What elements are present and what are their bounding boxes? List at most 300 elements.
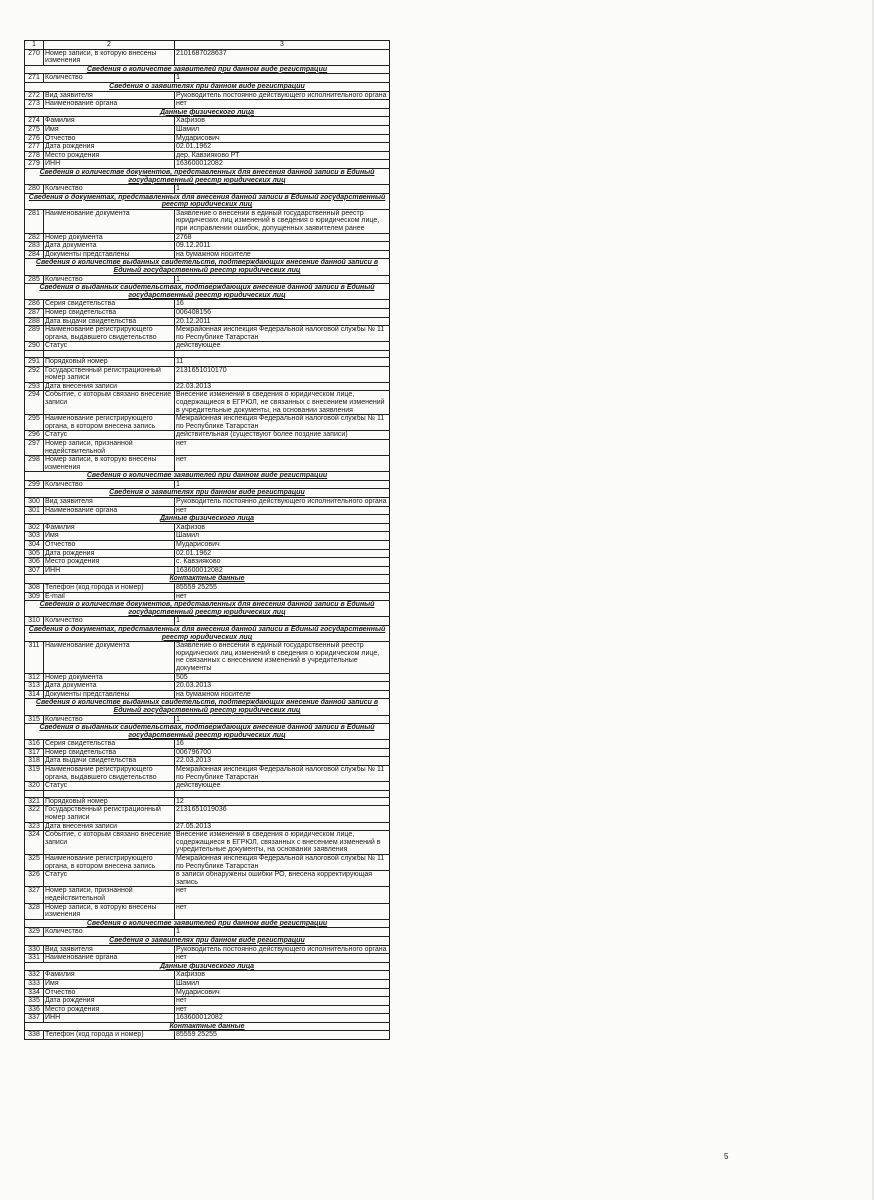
section-heading-row <box>25 472 390 481</box>
table-row <box>25 690 390 699</box>
field-label: Документы представлены <box>44 250 175 259</box>
table-row <box>25 766 390 782</box>
field-value: 85559 25255 <box>175 584 390 593</box>
table-row <box>25 541 390 550</box>
section-heading: Сведения о количестве заявителей при данном виде регистрации <box>25 65 390 74</box>
table-row <box>25 757 390 766</box>
blank-separator-row <box>25 350 390 357</box>
section-heading-row <box>25 82 390 91</box>
field-value: 2768 <box>175 233 390 242</box>
field-label: Наименование регистрирующего органа, в котором внесена запись <box>44 855 175 871</box>
table-row <box>25 143 390 152</box>
row-number: 280 <box>25 185 44 194</box>
egrul-extract-page <box>24 40 390 1040</box>
field-label: Дата внесения записи <box>44 382 175 391</box>
section-heading: Контактные данные <box>25 1022 390 1031</box>
field-label: Наименование документа <box>44 642 175 673</box>
field-label: Место рождения <box>44 151 175 160</box>
row-number: 285 <box>25 275 44 284</box>
blank-cell <box>175 790 390 797</box>
section-heading-row <box>25 515 390 524</box>
table-row <box>25 549 390 558</box>
field-value: Межрайонная инспекция Федеральной налоговой службы № 11 по Республике Татарстан <box>175 326 390 342</box>
field-value: 1 <box>175 185 390 194</box>
blank-separator-row <box>25 790 390 797</box>
table-row <box>25 928 390 937</box>
section-heading-row <box>25 919 390 928</box>
field-value: 02.01.1962 <box>175 143 390 152</box>
table-row <box>25 782 390 791</box>
table-row <box>25 415 390 431</box>
field-value: действующее <box>175 782 390 791</box>
field-label: Номер свидетельства <box>44 748 175 757</box>
field-label: Наименование документа <box>44 209 175 233</box>
row-number: 291 <box>25 357 44 366</box>
field-label: Наименование органа <box>44 100 175 109</box>
row-number: 305 <box>25 549 44 558</box>
table-row <box>25 592 390 601</box>
field-label: E-mail <box>44 592 175 601</box>
field-label: Наименование органа <box>44 954 175 963</box>
field-label: Статус <box>44 871 175 887</box>
table-row <box>25 74 390 83</box>
section-heading: Сведения о заявителях при данном виде регистрации <box>25 936 390 945</box>
field-value: Руководитель постоянно действующего исполнительного органа <box>175 945 390 954</box>
row-number: 288 <box>25 317 44 326</box>
field-label: Наименование регистрирующего органа, в котором внесена запись <box>44 415 175 431</box>
field-label: Порядковый номер <box>44 357 175 366</box>
field-value: нет <box>175 954 390 963</box>
blank-cell <box>25 790 44 797</box>
field-label: Дата выдачи свидетельства <box>44 757 175 766</box>
table-row <box>25 233 390 242</box>
field-label: Дата выдачи свидетельства <box>44 317 175 326</box>
table-row <box>25 1014 390 1023</box>
field-value: Шамил <box>175 532 390 541</box>
row-number: 293 <box>25 382 44 391</box>
row-number: 318 <box>25 757 44 766</box>
field-value: нет <box>175 887 390 903</box>
field-value: действующее <box>175 342 390 351</box>
field-label: Фамилия <box>44 971 175 980</box>
field-label: Место рождения <box>44 1005 175 1014</box>
table-row <box>25 1005 390 1014</box>
field-label: Количество <box>44 617 175 626</box>
table-row <box>25 151 390 160</box>
field-value: нет <box>175 100 390 109</box>
row-number: 303 <box>25 532 44 541</box>
table-row <box>25 391 390 415</box>
table-row <box>25 831 390 855</box>
table-row <box>25 49 390 65</box>
field-label: Количество <box>44 715 175 724</box>
row-number: 294 <box>25 391 44 415</box>
field-value: Мударисович <box>175 988 390 997</box>
field-value: 006408156 <box>175 309 390 318</box>
field-value: Внесение изменений в сведения о юридическом лице, содержащиеся в ЕГРЮЛ, связанных с внесением изменений в учредительные документы, на основании заявления <box>175 831 390 855</box>
section-heading: Сведения о выданных свидетельствах, подтверждающих внесение данной записи в Единый государственный реестр юридических лиц <box>25 284 390 300</box>
field-label: Место рождения <box>44 558 175 567</box>
page-number: 5 <box>724 1152 729 1161</box>
field-label: Количество <box>44 74 175 83</box>
section-heading: Данные физического лица <box>25 108 390 117</box>
field-value: действительная (существуют более поздние записи) <box>175 431 390 440</box>
field-value: Межрайонная инспекция Федеральной налоговой службы № 11 по Республике Татарстан <box>175 766 390 782</box>
field-label: Имя <box>44 979 175 988</box>
table-row <box>25 642 390 673</box>
field-label: Номер записи, признанной недействительной <box>44 887 175 903</box>
field-value: в записи обнаружены ошибки РО, внесена корректирующая запись <box>175 871 390 887</box>
row-number: 300 <box>25 498 44 507</box>
row-number: 328 <box>25 903 44 919</box>
row-number: 335 <box>25 997 44 1006</box>
table-row <box>25 997 390 1006</box>
table-row <box>25 822 390 831</box>
table-row <box>25 456 390 472</box>
field-label: Наименование регистрирующего органа, выдавшего свидетельство <box>44 766 175 782</box>
table-row <box>25 971 390 980</box>
field-label: Документы представлены <box>44 690 175 699</box>
row-number: 320 <box>25 782 44 791</box>
field-label: Номер записи, в которую внесены изменения <box>44 903 175 919</box>
field-value: 2131651010170 <box>175 366 390 382</box>
table-row <box>25 342 390 351</box>
table-row <box>25 117 390 126</box>
field-label: Вид заявителя <box>44 91 175 100</box>
table-row <box>25 903 390 919</box>
table-row <box>25 748 390 757</box>
table-row <box>25 584 390 593</box>
table-row <box>25 480 390 489</box>
field-label: Государственный регистрационный номер записи <box>44 366 175 382</box>
field-value: нет <box>175 456 390 472</box>
table-row <box>25 366 390 382</box>
field-value: 20.12.2011 <box>175 317 390 326</box>
field-label: Номер записи, в которую внесены изменения <box>44 49 175 65</box>
row-number: 299 <box>25 480 44 489</box>
field-value: 163600012082 <box>175 566 390 575</box>
row-number: 336 <box>25 1005 44 1014</box>
row-number: 276 <box>25 134 44 143</box>
table-row <box>25 498 390 507</box>
table-row <box>25 439 390 455</box>
table-row <box>25 275 390 284</box>
row-number: 281 <box>25 209 44 233</box>
field-label: Количество <box>44 185 175 194</box>
table-row <box>25 682 390 691</box>
field-value: Межрайонная инспекция Федеральной налоговой службы № 11 по Республике Татарстан <box>175 415 390 431</box>
table-row <box>25 806 390 822</box>
field-value: 12 <box>175 797 390 806</box>
field-value: 1 <box>175 275 390 284</box>
field-label: Дата рождения <box>44 549 175 558</box>
field-value: нет <box>175 439 390 455</box>
field-label: Количество <box>44 928 175 937</box>
row-number: 332 <box>25 971 44 980</box>
field-label: Вид заявителя <box>44 498 175 507</box>
field-label: ИНН <box>44 160 175 169</box>
field-value: 22.03.2013 <box>175 757 390 766</box>
section-heading: Сведения о количестве заявителей при данном виде регистрации <box>25 472 390 481</box>
row-number: 314 <box>25 690 44 699</box>
field-value: 1 <box>175 715 390 724</box>
section-heading-row <box>25 601 390 617</box>
field-value: нет <box>175 997 390 1006</box>
field-value: 02.01.1962 <box>175 549 390 558</box>
field-value: 1 <box>175 74 390 83</box>
table-row <box>25 250 390 259</box>
field-value: на бумажном носителе <box>175 250 390 259</box>
table-row <box>25 160 390 169</box>
field-label: Дата документа <box>44 242 175 251</box>
section-heading: Данные физического лица <box>25 515 390 524</box>
row-number: 286 <box>25 300 44 309</box>
blank-cell <box>44 790 175 797</box>
table-row <box>25 317 390 326</box>
table-row <box>25 300 390 309</box>
field-value: нет <box>175 903 390 919</box>
row-number: 278 <box>25 151 44 160</box>
row-number: 310 <box>25 617 44 626</box>
row-number: 273 <box>25 100 44 109</box>
table-row <box>25 185 390 194</box>
field-label: Номер свидетельства <box>44 309 175 318</box>
row-number: 313 <box>25 682 44 691</box>
row-number: 287 <box>25 309 44 318</box>
field-label: Номер документа <box>44 233 175 242</box>
section-heading-row <box>25 108 390 117</box>
field-value: Шамил <box>175 125 390 134</box>
row-number: 271 <box>25 74 44 83</box>
field-label: Фамилия <box>44 117 175 126</box>
field-value: 2131651019036 <box>175 806 390 822</box>
row-number: 327 <box>25 887 44 903</box>
field-value: Хафизов <box>175 117 390 126</box>
table-row <box>25 558 390 567</box>
table-row <box>25 532 390 541</box>
field-value: Межрайонная инспекция Федеральной налоговой службы № 11 по Республике Татарстан <box>175 855 390 871</box>
row-number: 302 <box>25 523 44 532</box>
records-table <box>24 40 390 1040</box>
row-number: 298 <box>25 456 44 472</box>
field-value: 505 <box>175 673 390 682</box>
row-number: 322 <box>25 806 44 822</box>
field-label: Статус <box>44 782 175 791</box>
row-number: 275 <box>25 125 44 134</box>
field-value: 1 <box>175 928 390 937</box>
section-heading-row <box>25 625 390 641</box>
field-value: Руководитель постоянно действующего исполнительного органа <box>175 498 390 507</box>
field-value: Шамил <box>175 979 390 988</box>
table-row <box>25 797 390 806</box>
field-value: Хафизов <box>175 523 390 532</box>
row-number: 330 <box>25 945 44 954</box>
field-value: Заявление о внесении в единый государственный реестр юридических лиц изменений в сведения о юридическом лице, не связанных с внесением изменений в учредительные документы <box>175 642 390 673</box>
row-number: 317 <box>25 748 44 757</box>
row-number: 334 <box>25 988 44 997</box>
section-heading-row <box>25 193 390 209</box>
field-label: Порядковый номер <box>44 797 175 806</box>
column-header-row <box>25 41 390 50</box>
field-value: 163600012082 <box>175 160 390 169</box>
field-value: 20.03.2013 <box>175 682 390 691</box>
field-label: Статус <box>44 342 175 351</box>
section-heading-row <box>25 1022 390 1031</box>
field-value: 2101687028637 <box>175 49 390 65</box>
field-value: 1 <box>175 617 390 626</box>
table-row <box>25 617 390 626</box>
section-heading-row <box>25 259 390 275</box>
field-label: Дата рождения <box>44 997 175 1006</box>
field-label: Номер записи, в которую внесены изменения <box>44 456 175 472</box>
row-number: 296 <box>25 431 44 440</box>
row-number: 301 <box>25 506 44 515</box>
row-number: 337 <box>25 1014 44 1023</box>
field-value: Руководитель постоянно действующего исполнительного органа <box>175 91 390 100</box>
blank-cell <box>175 350 390 357</box>
table-row <box>25 855 390 871</box>
field-label: Количество <box>44 480 175 489</box>
field-label: ИНН <box>44 566 175 575</box>
table-row <box>25 673 390 682</box>
row-number: 311 <box>25 642 44 673</box>
section-heading-row <box>25 962 390 971</box>
table-row <box>25 988 390 997</box>
table-row <box>25 100 390 109</box>
field-label: Наименование органа <box>44 506 175 515</box>
row-number: 315 <box>25 715 44 724</box>
row-number: 309 <box>25 592 44 601</box>
section-heading-row <box>25 168 390 184</box>
field-value: 11 <box>175 357 390 366</box>
column-number-2: 2 <box>44 41 175 50</box>
table-row <box>25 309 390 318</box>
field-value: Внесение изменений в сведения о юридическом лице, содержащиеся в ЕГРЮЛ, не связанных с внесением изменений в учредительные документы, на основании заявления <box>175 391 390 415</box>
field-label: Имя <box>44 532 175 541</box>
row-number: 331 <box>25 954 44 963</box>
field-label: Телефон (код города и номер) <box>44 584 175 593</box>
table-row <box>25 566 390 575</box>
section-heading: Сведения о заявителях при данном виде регистрации <box>25 489 390 498</box>
field-value: 006796700 <box>175 748 390 757</box>
section-heading: Сведения о количестве выданных свидетельств, подтверждающих внесение данной записи в Единый государственный реестр юридических лиц <box>25 699 390 715</box>
row-number: 289 <box>25 326 44 342</box>
field-value: 163600012082 <box>175 1014 390 1023</box>
table-row <box>25 945 390 954</box>
section-heading-row <box>25 284 390 300</box>
row-number: 306 <box>25 558 44 567</box>
field-value: 09.12.2011 <box>175 242 390 251</box>
row-number: 277 <box>25 143 44 152</box>
section-heading: Контактные данные <box>25 575 390 584</box>
field-value: 16 <box>175 740 390 749</box>
field-value: Хафизов <box>175 971 390 980</box>
row-number: 312 <box>25 673 44 682</box>
field-label: Событие, с которым связано внесение записи <box>44 831 175 855</box>
row-number: 295 <box>25 415 44 431</box>
field-label: Вид заявителя <box>44 945 175 954</box>
row-number: 274 <box>25 117 44 126</box>
table-row <box>25 242 390 251</box>
field-value: 85559 25255 <box>175 1031 390 1040</box>
table-row <box>25 1031 390 1040</box>
field-label: Номер документа <box>44 673 175 682</box>
row-number: 308 <box>25 584 44 593</box>
field-value: 22.03.2013 <box>175 382 390 391</box>
section-heading: Сведения о количестве заявителей при данном виде регистрации <box>25 919 390 928</box>
row-number: 307 <box>25 566 44 575</box>
field-value: с. Кавзияково <box>175 558 390 567</box>
field-value: нет <box>175 1005 390 1014</box>
table-row <box>25 326 390 342</box>
field-value: Мударисович <box>175 541 390 550</box>
column-number-3: 3 <box>175 41 390 50</box>
row-number: 284 <box>25 250 44 259</box>
field-value: дер. Кавзияково РТ <box>175 151 390 160</box>
section-heading-row <box>25 936 390 945</box>
field-label: Серия свидетельства <box>44 740 175 749</box>
row-number: 319 <box>25 766 44 782</box>
field-label: Имя <box>44 125 175 134</box>
table-row <box>25 871 390 887</box>
section-heading-row <box>25 724 390 740</box>
blank-cell <box>44 350 175 357</box>
row-number: 325 <box>25 855 44 871</box>
section-heading-row <box>25 575 390 584</box>
table-row <box>25 431 390 440</box>
field-label: Дата рождения <box>44 143 175 152</box>
field-label: Событие, с которым связано внесение записи <box>44 391 175 415</box>
section-heading-row <box>25 65 390 74</box>
row-number: 323 <box>25 822 44 831</box>
row-number: 324 <box>25 831 44 855</box>
column-number-1: 1 <box>25 41 44 50</box>
row-number: 272 <box>25 91 44 100</box>
section-heading: Данные физического лица <box>25 962 390 971</box>
field-label: Серия свидетельства <box>44 300 175 309</box>
row-number: 326 <box>25 871 44 887</box>
row-number: 282 <box>25 233 44 242</box>
table-row <box>25 954 390 963</box>
field-value: Мударисович <box>175 134 390 143</box>
records-body <box>25 49 390 1039</box>
section-heading: Сведения о документах, представленных для внесения данной записи в Единый государственный реестр юридических лиц <box>25 625 390 641</box>
row-number: 270 <box>25 49 44 65</box>
field-label: Отчество <box>44 988 175 997</box>
section-heading: Сведения о выданных свидетельствах, подтверждающих внесение данной записи в Единый государственный реестр юридических лиц <box>25 724 390 740</box>
table-row <box>25 740 390 749</box>
row-number: 297 <box>25 439 44 455</box>
row-number: 316 <box>25 740 44 749</box>
row-number: 279 <box>25 160 44 169</box>
row-number: 292 <box>25 366 44 382</box>
row-number: 321 <box>25 797 44 806</box>
field-label: Отчество <box>44 541 175 550</box>
row-number: 338 <box>25 1031 44 1040</box>
field-label: Количество <box>44 275 175 284</box>
field-value: на бумажном носителе <box>175 690 390 699</box>
blank-cell <box>25 350 44 357</box>
field-label: Номер записи, признанной недействительной <box>44 439 175 455</box>
field-value: Заявление о внесении в единый государственный реестр юридических лиц изменений в сведения о юридическом лице, при исправлении ошибок, допущенных заявителем ранее <box>175 209 390 233</box>
section-heading-row <box>25 489 390 498</box>
field-label: Наименование регистрирующего органа, выдавшего свидетельство <box>44 326 175 342</box>
field-value: 16 <box>175 300 390 309</box>
row-number: 333 <box>25 979 44 988</box>
field-label: Фамилия <box>44 523 175 532</box>
table-row <box>25 91 390 100</box>
row-number: 304 <box>25 541 44 550</box>
